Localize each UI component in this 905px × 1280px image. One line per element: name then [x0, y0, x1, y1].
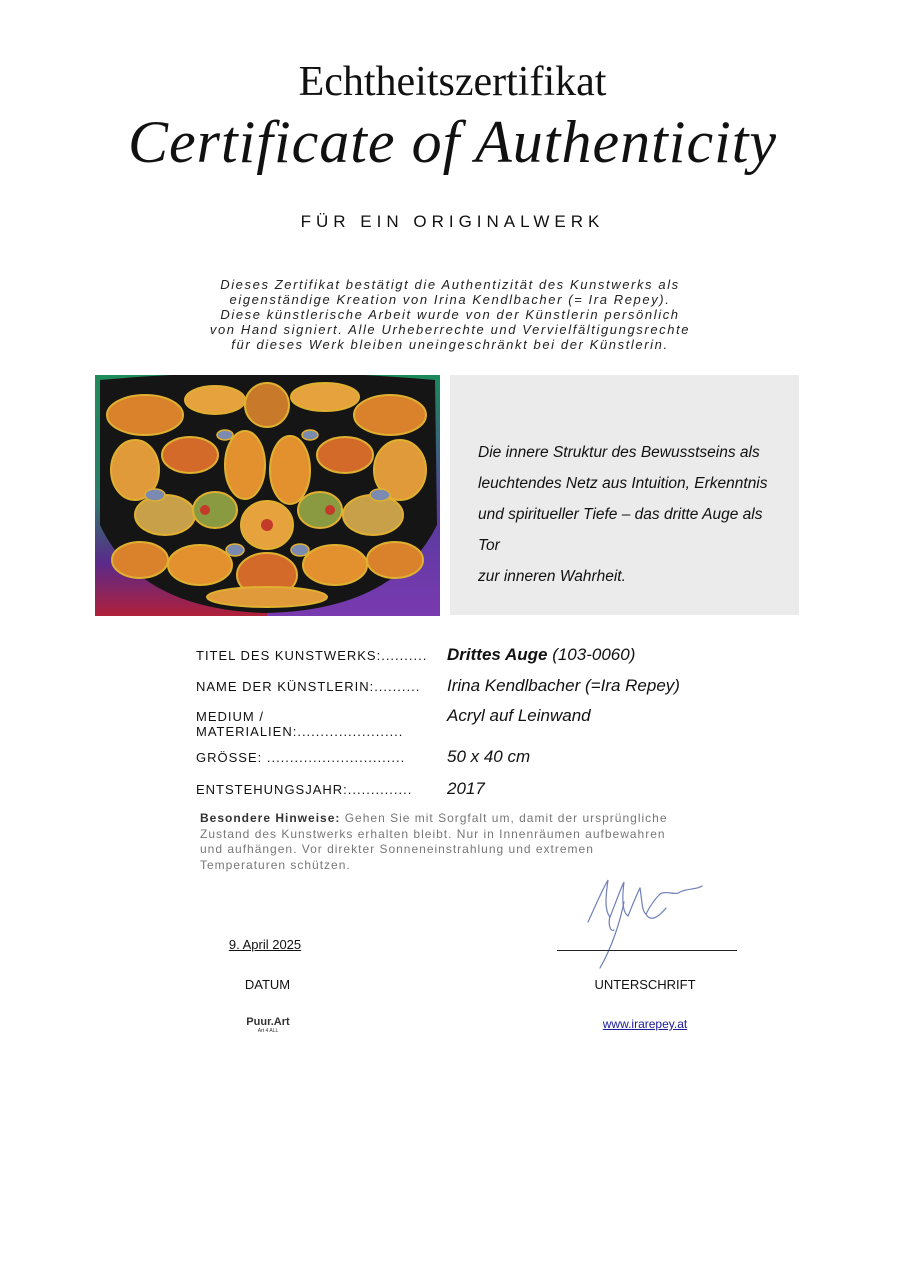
quote-line: leuchtendes Netz aus Intuition, Erkenntnis: [478, 475, 768, 492]
medium-label-line: MATERIALIEN:.......................: [196, 724, 404, 739]
logo-wordmark: Puur.Art: [246, 1016, 290, 1028]
certificate-title-english: Certificate of Authenticity: [127, 109, 778, 175]
handwritten-signature: [580, 872, 710, 977]
intro-line: von Hand signiert. Alle Urheberrechte und Vervielfältigungsrechte: [209, 322, 691, 337]
size-value: 50 x 40 cm: [447, 747, 531, 766]
issue-date: 9. April 2025: [228, 937, 302, 952]
medium-label: [196, 709, 436, 739]
artist-value: Irina Kendlbacher (=Ira Repey): [447, 676, 680, 695]
logo-tagline: Art 4 ALL: [257, 1028, 279, 1034]
notes-line: Temperaturen schützen.: [200, 857, 351, 872]
intro-line: für dieses Werk bleiben uneingeschränkt bei der Künstlerin.: [231, 337, 669, 352]
artwork-image: [95, 375, 440, 616]
intro-line: Dieses Zertifikat bestätigt die Authentizität des Kunstwerks als: [220, 277, 680, 292]
puur-art-logo: [243, 1016, 293, 1034]
intro-line: eigenständige Kreation von Irina Kendlbacher (= Ira Repey).: [229, 292, 671, 307]
title-value-name: Drittes Auge: [447, 645, 548, 664]
quote-line: und spiritueller Tiefe – das dritte Auge als Tor: [478, 506, 763, 554]
quote-line: Die innere Struktur des Bewusstseins als: [478, 444, 760, 461]
intro-line: Diese künstlerische Arbeit wurde von der Künstlerin persönlich: [220, 307, 680, 322]
medium-value: Acryl auf Leinwand: [447, 706, 591, 725]
notes-heading: Besondere Hinweise:: [200, 811, 341, 825]
website-link[interactable]: www.irarepey.at: [602, 1017, 688, 1031]
medium-label-line: MEDIUM /: [196, 709, 264, 724]
title-value: [447, 645, 635, 665]
notes-line: Zustand des Kunstwerks erhalten bleibt. Nur in Innenräumen aufbewahren: [200, 826, 666, 841]
artwork-description-box: [450, 375, 799, 615]
title-value-code: (103-0060): [552, 645, 636, 664]
certificate-subtitle: FÜR EIN ORIGINALWERK: [300, 212, 605, 231]
artwork-description: [478, 437, 788, 592]
date-label: DATUM: [244, 977, 291, 992]
title-label: TITEL DES KUNSTWERKS:..........: [196, 648, 428, 663]
signature-label: UNTERSCHRIFT: [594, 977, 696, 992]
special-notes: [200, 811, 760, 873]
size-label: GRÖSSE: ..............................: [196, 750, 406, 765]
notes-text: Gehen Sie mit Sorgfalt um, damit der ursprüngliche: [340, 811, 668, 825]
notes-line: und aufhängen. Vor direkter Sonneneinstrahlung und extremen: [200, 842, 594, 856]
signature-line: [557, 950, 737, 951]
certificate-title-german: Echtheitszertifikat: [298, 59, 607, 105]
quote-line: zur inneren Wahrheit.: [478, 568, 626, 585]
year-value: 2017: [447, 779, 485, 798]
intro-paragraph: [140, 277, 760, 352]
artist-label: NAME DER KÜNSTLERIN:..........: [196, 679, 421, 694]
year-label: ENTSTEHUNGSJAHR:..............: [196, 782, 413, 797]
notes-line: [200, 811, 760, 827]
